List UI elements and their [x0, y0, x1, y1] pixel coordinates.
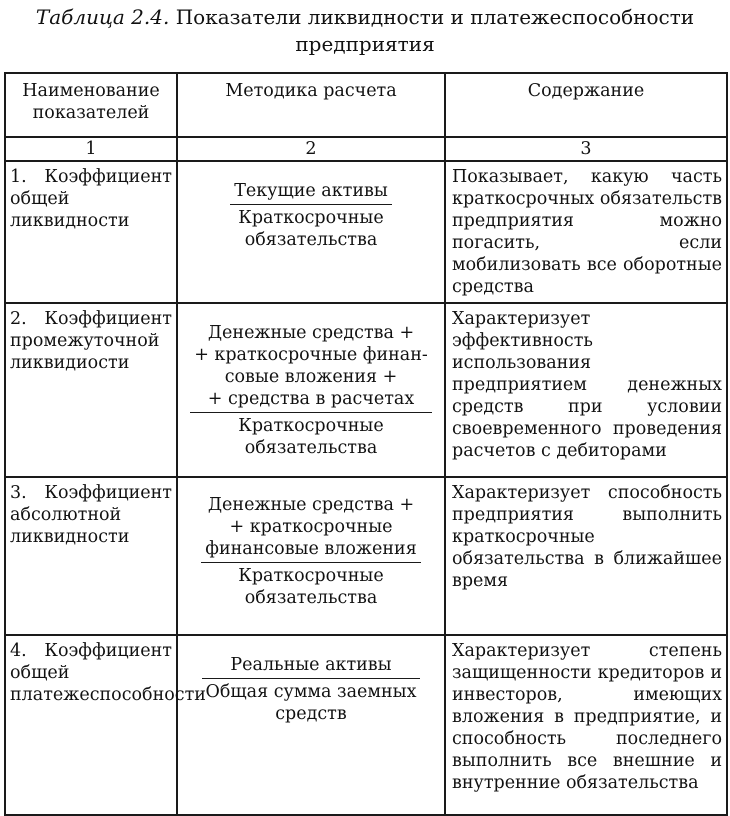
table-row — [5, 161, 727, 303]
numerator — [230, 180, 392, 205]
numerator-line: Денежные средства + — [207, 323, 415, 343]
numerator-line: + средства в расчетах — [207, 389, 415, 409]
table-row — [5, 635, 727, 815]
indicator-content: Характеризует степень защищенности кредиторов и инвесторов, имеющих вложения в предприятие, и способность последнего выполнить все внешние и внутренние обязательства — [445, 635, 727, 815]
header-method: Методика расчета — [177, 73, 445, 137]
indicator-name: 3. Коэффициент абсолютной ликвидности — [5, 477, 177, 635]
indicator-content: Показывает, какую часть краткосрочных обязательств предприятия можно погасить, если мобилизовать все оборотные средства — [445, 161, 727, 303]
column-number: 2 — [177, 137, 445, 161]
caption-title-line1: Показатели ликвидности и платежеспособности — [175, 5, 695, 29]
numerator-line: Реальные активы — [230, 655, 392, 675]
caption-label: Таблица 2.4. — [35, 5, 170, 29]
numerator-line: финансовые вложения — [205, 539, 417, 559]
numerator-line: + краткосрочные — [229, 517, 393, 537]
column-number: 1 — [5, 137, 177, 161]
indicator-name: 1. Коэффициент общей ликвидности — [5, 161, 177, 303]
header-row — [5, 73, 727, 137]
numerator — [202, 654, 421, 679]
column-number: 3 — [445, 137, 727, 161]
indicator-name: 4. Коэффициент общей платежеспособности — [5, 635, 177, 815]
denominator — [202, 679, 421, 725]
table-row — [5, 477, 727, 635]
denominator-line: средств — [275, 704, 347, 724]
fraction — [201, 494, 421, 609]
numerator-line: совые вложения + — [224, 367, 398, 387]
numerator — [190, 322, 432, 413]
table-row — [5, 303, 727, 477]
numerator — [201, 494, 421, 563]
indicator-content: Характеризует способность предприятия выполнить краткосрочные обязательства в ближайшее время — [445, 477, 727, 635]
denominator-line: обязательства — [244, 230, 378, 250]
numerator-line: Денежные средства + — [207, 495, 415, 515]
formula — [177, 161, 445, 303]
fraction — [202, 654, 421, 725]
denominator — [190, 413, 432, 459]
formula — [177, 477, 445, 635]
numerator-line: + краткосрочные финан- — [194, 345, 428, 365]
formula — [177, 303, 445, 477]
column-number-row — [5, 137, 727, 161]
denominator-line: Краткосрочные — [238, 416, 384, 436]
caption-title-line2: предприятия — [295, 32, 435, 56]
denominator-line: Общая сумма заемных — [205, 682, 417, 702]
denominator-line: обязательства — [244, 588, 378, 608]
indicator-name: 2. Коэффициент промежуточной ликвидиости — [5, 303, 177, 477]
indicator-content: Характеризует эффективность использования предприятием денежных средств при условии своевременного проведения расчетов с дебиторами — [445, 303, 727, 477]
header-name: Наименование показателей — [5, 73, 177, 137]
denominator — [201, 563, 421, 609]
denominator-line: Краткосрочные — [238, 208, 384, 228]
fraction — [190, 322, 432, 459]
denominator-line: обязательства — [244, 438, 378, 458]
fraction — [230, 180, 392, 251]
denominator — [230, 205, 392, 251]
indicators-table — [4, 72, 728, 816]
table-caption — [0, 4, 730, 58]
numerator-line: Текущие активы — [234, 181, 388, 201]
header-content: Содержание — [445, 73, 727, 137]
denominator-line: Краткосрочные — [238, 566, 384, 586]
formula — [177, 635, 445, 815]
